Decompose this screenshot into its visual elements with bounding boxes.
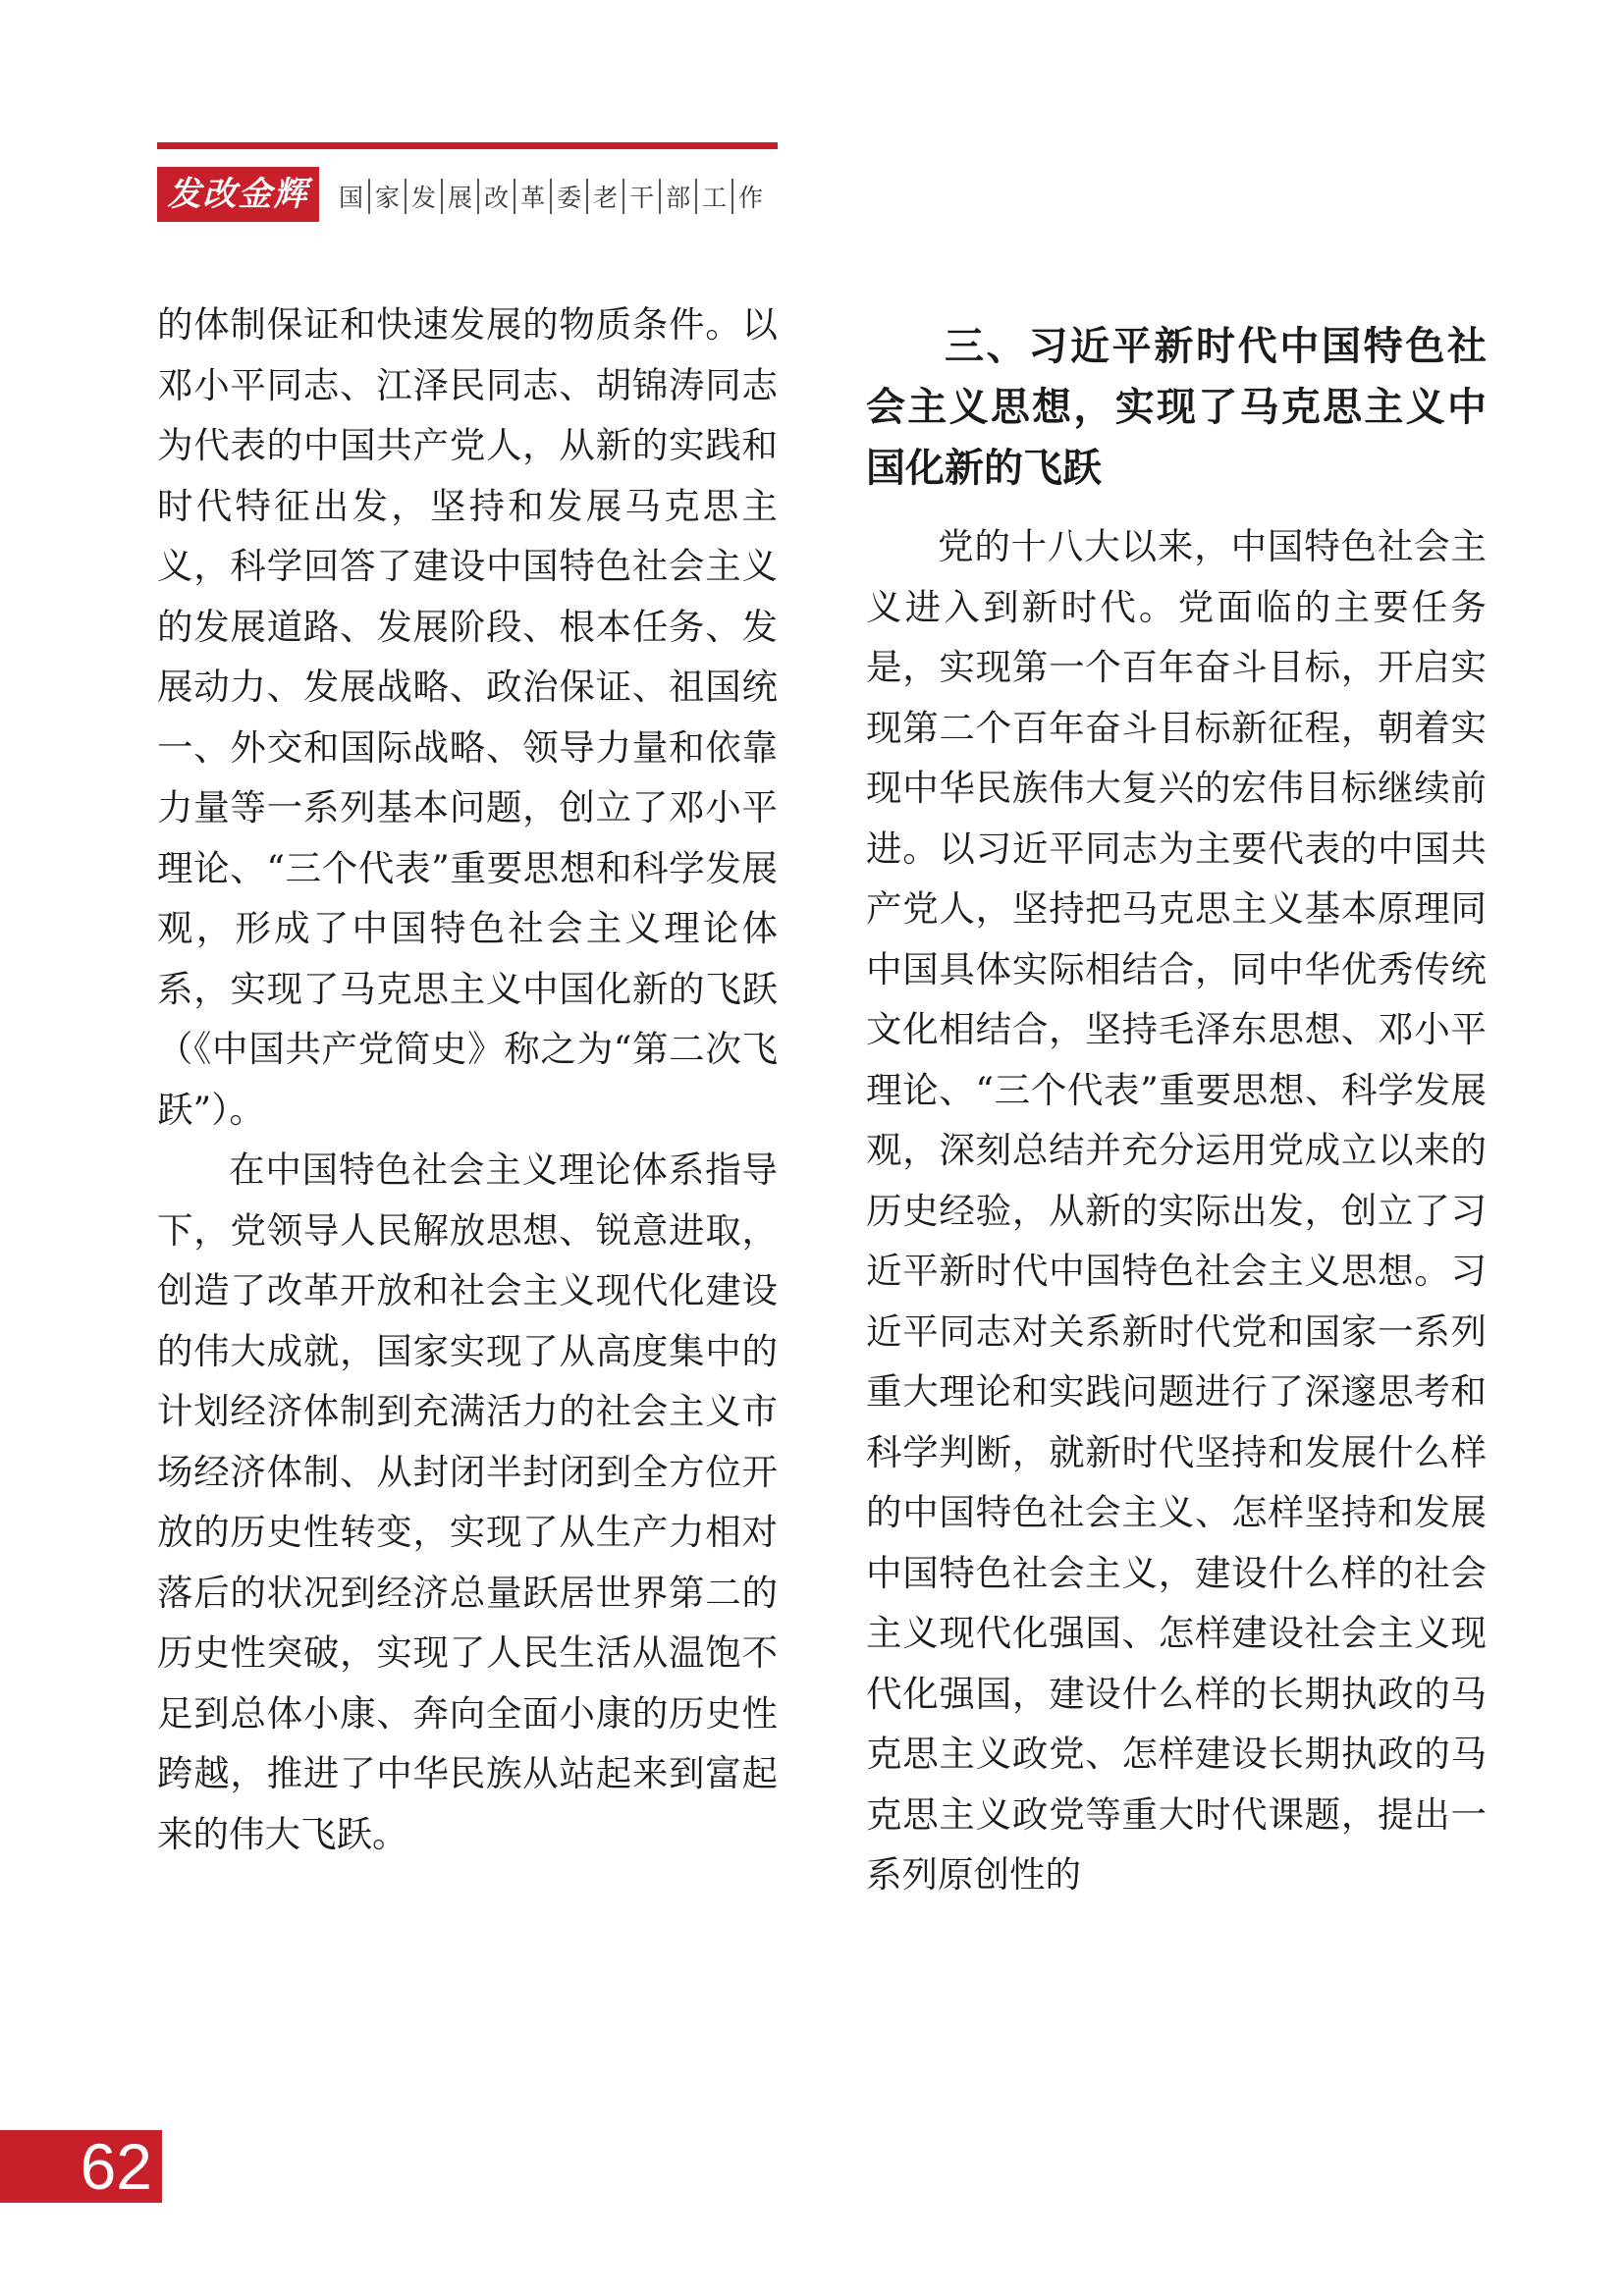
header-org-char: 委 xyxy=(550,179,586,214)
body-paragraph: 的体制保证和快速发展的物质条件。以邓小平同志、江泽民同志、胡锦涛同志为代表的中国共产党人，从新的实践和时代特征出发，坚持和发展马克思主义，科学回答了建设中国特色社会主义的发展道路、发展阶段、根本任务、发展动力、发展战略、政治保证、祖国统一、外交和国际战略、领导力量和依靠力量等一系列基本问题，创立了邓小平理论、“三个代表”重要思想和科学发展观，形成了中国特色社会主义理论体系，实现了马克思主义中国化新的飞跃（《中国共产党简史》称之为“第二次飞跃”）。 xyxy=(157,303,778,1131)
body-paragraph: 在中国特色社会主义理论体系指导下，党领导人民解放思想、锐意进取，创造了改革开放和社会主义现代化建设的伟大成就，国家实现了从高度集中的计划经济体制到充满活力的社会主义市场经济体制、从封闭半封闭到全方位开放的历史性转变，实现了从生产力相对落后的状况到经济总量跃居世界第二的历史性突破，实现了人民生活从温饱不足到总体小康、奔向全面小康的历史性跨越，推进了中华民族从站起来到富起来的伟大飞跃。 xyxy=(157,1148,778,1855)
header-top-rule xyxy=(157,142,778,149)
section-heading: 三、习近平新时代中国特色社会主义思想，实现了马克思主义中国化新的飞跃 xyxy=(866,323,1487,491)
header-org-char: 老 xyxy=(586,179,623,214)
header-org-char: 国 xyxy=(339,184,364,212)
header-org-char: 展 xyxy=(441,179,477,214)
right-column xyxy=(866,294,1487,1905)
brand-logo: 发改金辉 xyxy=(157,167,319,222)
header-org-char: 改 xyxy=(477,179,514,214)
left-column xyxy=(157,294,778,1864)
page-number: 62 xyxy=(0,2130,162,2203)
header-org-char: 干 xyxy=(623,179,659,214)
header-organization xyxy=(334,175,768,218)
header-org-char: 革 xyxy=(514,179,550,214)
header-org-char: 发 xyxy=(405,179,441,214)
body-paragraph: 党的十八大以来，中国特色社会主义进入到新时代。党面临的主要任务是，实现第一个百年奋斗目标，开启实现第二个百年奋斗目标新征程，朝着实现中华民族伟大复兴的宏伟目标继续前进。以习近平同志为主要代表的中国共产党人，坚持把马克思主义基本原理同中国具体实际相结合，同中华优秀传统文化相结合，坚持毛泽东思想、邓小平理论、“三个代表”重要思想、科学发展观，深刻总结并充分运用党成立以来的历史经验，从新的实际出发，创立了习近平新时代中国特色社会主义思想。习近平同志对关系新时代党和国家一系列重大理论和实践问题进行了深邃思考和科学判断，就新时代坚持和发展什么样的中国特色社会主义、怎样坚持和发展中国特色社会主义，建设什么样的社会主义现代化强国、怎样建设社会主义现代化强国，建设什么样的长期执政的马克思主义政党、怎样建设长期执政的马克思主义政党等重大时代课题，提出一系列原创性的 xyxy=(866,525,1487,1896)
header-org-char: 作 xyxy=(731,179,768,214)
header-org-char: 部 xyxy=(659,179,695,214)
header-org-char: 家 xyxy=(368,179,405,214)
header-org-char: 工 xyxy=(695,179,731,214)
